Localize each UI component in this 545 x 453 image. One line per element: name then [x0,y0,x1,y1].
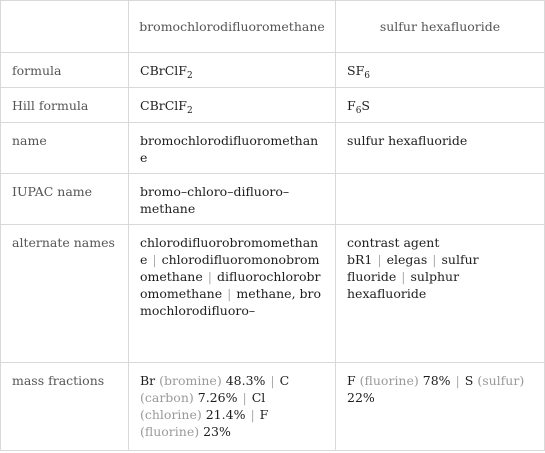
row-label-formula: formula [1,53,129,88]
separator: | [432,252,437,267]
separator: | [377,252,382,267]
header-col-sulfur-hexafluoride: sulfur hexafluoride [336,1,545,53]
alternate-name: chlorodifluoromonobromomethane [140,252,320,284]
row-label-mass-fractions: mass fractions [1,363,129,451]
table-row-iupac-name [1,174,545,225]
mass-fractions-cell-1 [129,363,336,451]
separator: | [227,286,232,301]
header-row [1,1,545,53]
alternate-name: methane, bromochlorodifluoro– [140,286,322,318]
hill-formula-cell-2 [336,88,545,123]
mass-value: 48.3% [225,373,266,388]
element-symbol: Br [140,373,156,388]
mass-value: 22% [347,390,375,405]
element-symbol: S [464,373,474,388]
table-row-mass-fractions [1,363,545,451]
table-row-formula [1,53,545,88]
hill-formula-cell-1 [129,88,336,123]
mass-value: 23% [203,424,231,439]
alternate-names-cell-1 [129,225,336,363]
hill-formula-text: F [347,98,356,113]
header-empty-cell [1,1,129,53]
header-col-bromochlorodifluoromethane: bromochlorodifluoromethane [129,1,336,53]
element-name: (carbon) [140,390,194,405]
formula-subscript: 2 [186,71,193,81]
alternate-name: chlorodifluorobromomethane [140,235,319,267]
element-name: (bromine) [159,373,222,388]
separator: | [455,373,460,388]
mass-fractions-cell-2 [336,363,545,451]
mass-value: 21.4% [205,407,246,422]
alternate-name: elegas [386,252,428,267]
alternate-name: sulfur fluoride [347,252,479,284]
formula-cell-2 [336,53,545,88]
iupac-name-cell-2 [336,174,545,225]
row-label-iupac-name: IUPAC name [1,174,129,225]
hill-formula-tail: S [361,98,370,113]
element-name: (sulfur) [477,373,525,388]
name-cell-1: bromochlorodifluoromethane [129,123,336,174]
row-label-hill-formula: Hill formula [1,88,129,123]
element-symbol: F [347,373,356,388]
element-name: (chlorine) [140,407,202,422]
separator: | [270,373,275,388]
formula-cell-1 [129,53,336,88]
table-row-alternate-names [1,225,545,363]
mass-value: 7.26% [197,390,238,405]
formula-subscript: 6 [364,71,370,81]
row-label-alternate-names: alternate names [1,225,129,363]
hill-formula-text: CBrClF [140,98,187,113]
separator: | [250,407,255,422]
iupac-name-cell-1: bromo–chloro–difluoro–methane [129,174,336,225]
alternate-name: difluorochlorobromomethane [140,269,321,301]
element-name: (fluorine) [140,424,200,439]
separator: | [401,269,406,284]
hill-formula-subscript: 2 [186,106,193,116]
element-symbol: Cl [251,390,266,405]
table-row-hill-formula [1,88,545,123]
formula-text: SF [347,63,365,78]
element-symbol: C [279,373,290,388]
hill-formula-subscript: 6 [355,106,362,116]
element-symbol: F [259,407,269,422]
separator: | [152,252,157,267]
row-label-name: name [1,123,129,174]
name-cell-2: sulfur hexafluoride [336,123,545,174]
mass-value: 78% [422,373,451,388]
separator: | [207,269,212,284]
alternate-name: contrast agent bR1 [347,235,440,267]
alternate-name: sulphur hexafluoride [347,269,460,301]
table-row-name [1,123,545,174]
separator: | [242,390,247,405]
formula-text: CBrClF [140,63,187,78]
element-name: (fluorine) [359,373,419,388]
alternate-names-cell-2 [336,225,545,363]
